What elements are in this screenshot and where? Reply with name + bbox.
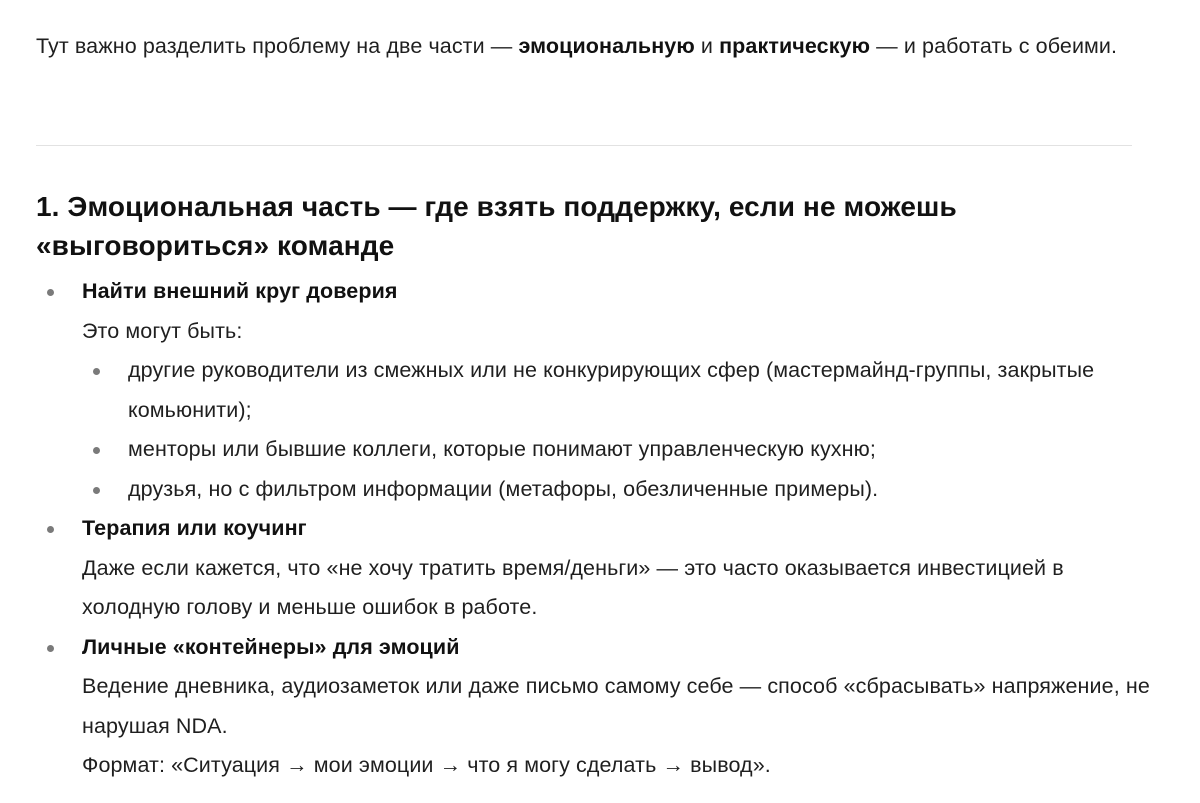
intro-text-middle: и bbox=[694, 34, 720, 58]
bullet-icon bbox=[93, 487, 100, 494]
list-item-format: Формат: «Ситуация → мои эмоции → что я могу сделать → вывод». bbox=[82, 753, 771, 777]
sub-list-item bbox=[82, 430, 1156, 470]
sub-list-item bbox=[82, 351, 1156, 430]
list-item-title: Найти внешний круг доверия bbox=[82, 279, 398, 303]
list-item-title: Терапия или коучинг bbox=[82, 516, 307, 540]
list-item-text: Даже если кажется, что «не хочу тратить время/деньги» — это часто оказывается инвестицией в холодную голову и меньше ошибок в работе. bbox=[82, 555, 1064, 619]
list-item-external-circle bbox=[36, 272, 1156, 509]
intro-bold-emotional: эмоциональную bbox=[518, 34, 695, 58]
bullet-icon bbox=[93, 447, 100, 454]
intro-paragraph bbox=[36, 27, 1136, 66]
intro-bold-practical: практическую bbox=[719, 34, 871, 58]
intro-text-end: — и работать с обеими. bbox=[870, 34, 1118, 58]
support-list bbox=[36, 272, 1156, 786]
bullet-icon bbox=[93, 368, 100, 375]
list-item-containers bbox=[36, 628, 1156, 786]
bullet-icon bbox=[47, 645, 54, 652]
bullet-icon bbox=[47, 526, 54, 533]
section-heading: 1. Эмоциональная часть — где взять поддержку, если не можешь «выговориться» команде bbox=[36, 191, 957, 261]
list-item-therapy bbox=[36, 509, 1156, 628]
sub-list bbox=[82, 351, 1156, 509]
section-divider bbox=[36, 145, 1132, 146]
list-item-title: Личные «контейнеры» для эмоций bbox=[82, 634, 460, 659]
bullet-icon bbox=[47, 289, 54, 296]
sub-list-item bbox=[82, 470, 1156, 510]
list-item-text: Ведение дневника, аудиозаметок или даже письмо самому себе — способ «сбрасывать» напряжение, не нарушая NDA. bbox=[82, 674, 1150, 738]
sub-list-item-text: друзья, но с фильтром информации (метафоры, обезличенные примеры). bbox=[128, 476, 879, 501]
intro-text-start: Тут важно разделить проблему на две части — bbox=[36, 34, 519, 58]
sub-list-item-text: менторы или бывшие коллеги, которые понимают управленческую кухню; bbox=[128, 437, 876, 461]
list-item-lead: Это могут быть: bbox=[82, 318, 243, 343]
sub-list-item-text: другие руководители из смежных или не конкурирующих сфер (мастермайнд-группы, закрытые комьюнити); bbox=[128, 358, 1095, 422]
